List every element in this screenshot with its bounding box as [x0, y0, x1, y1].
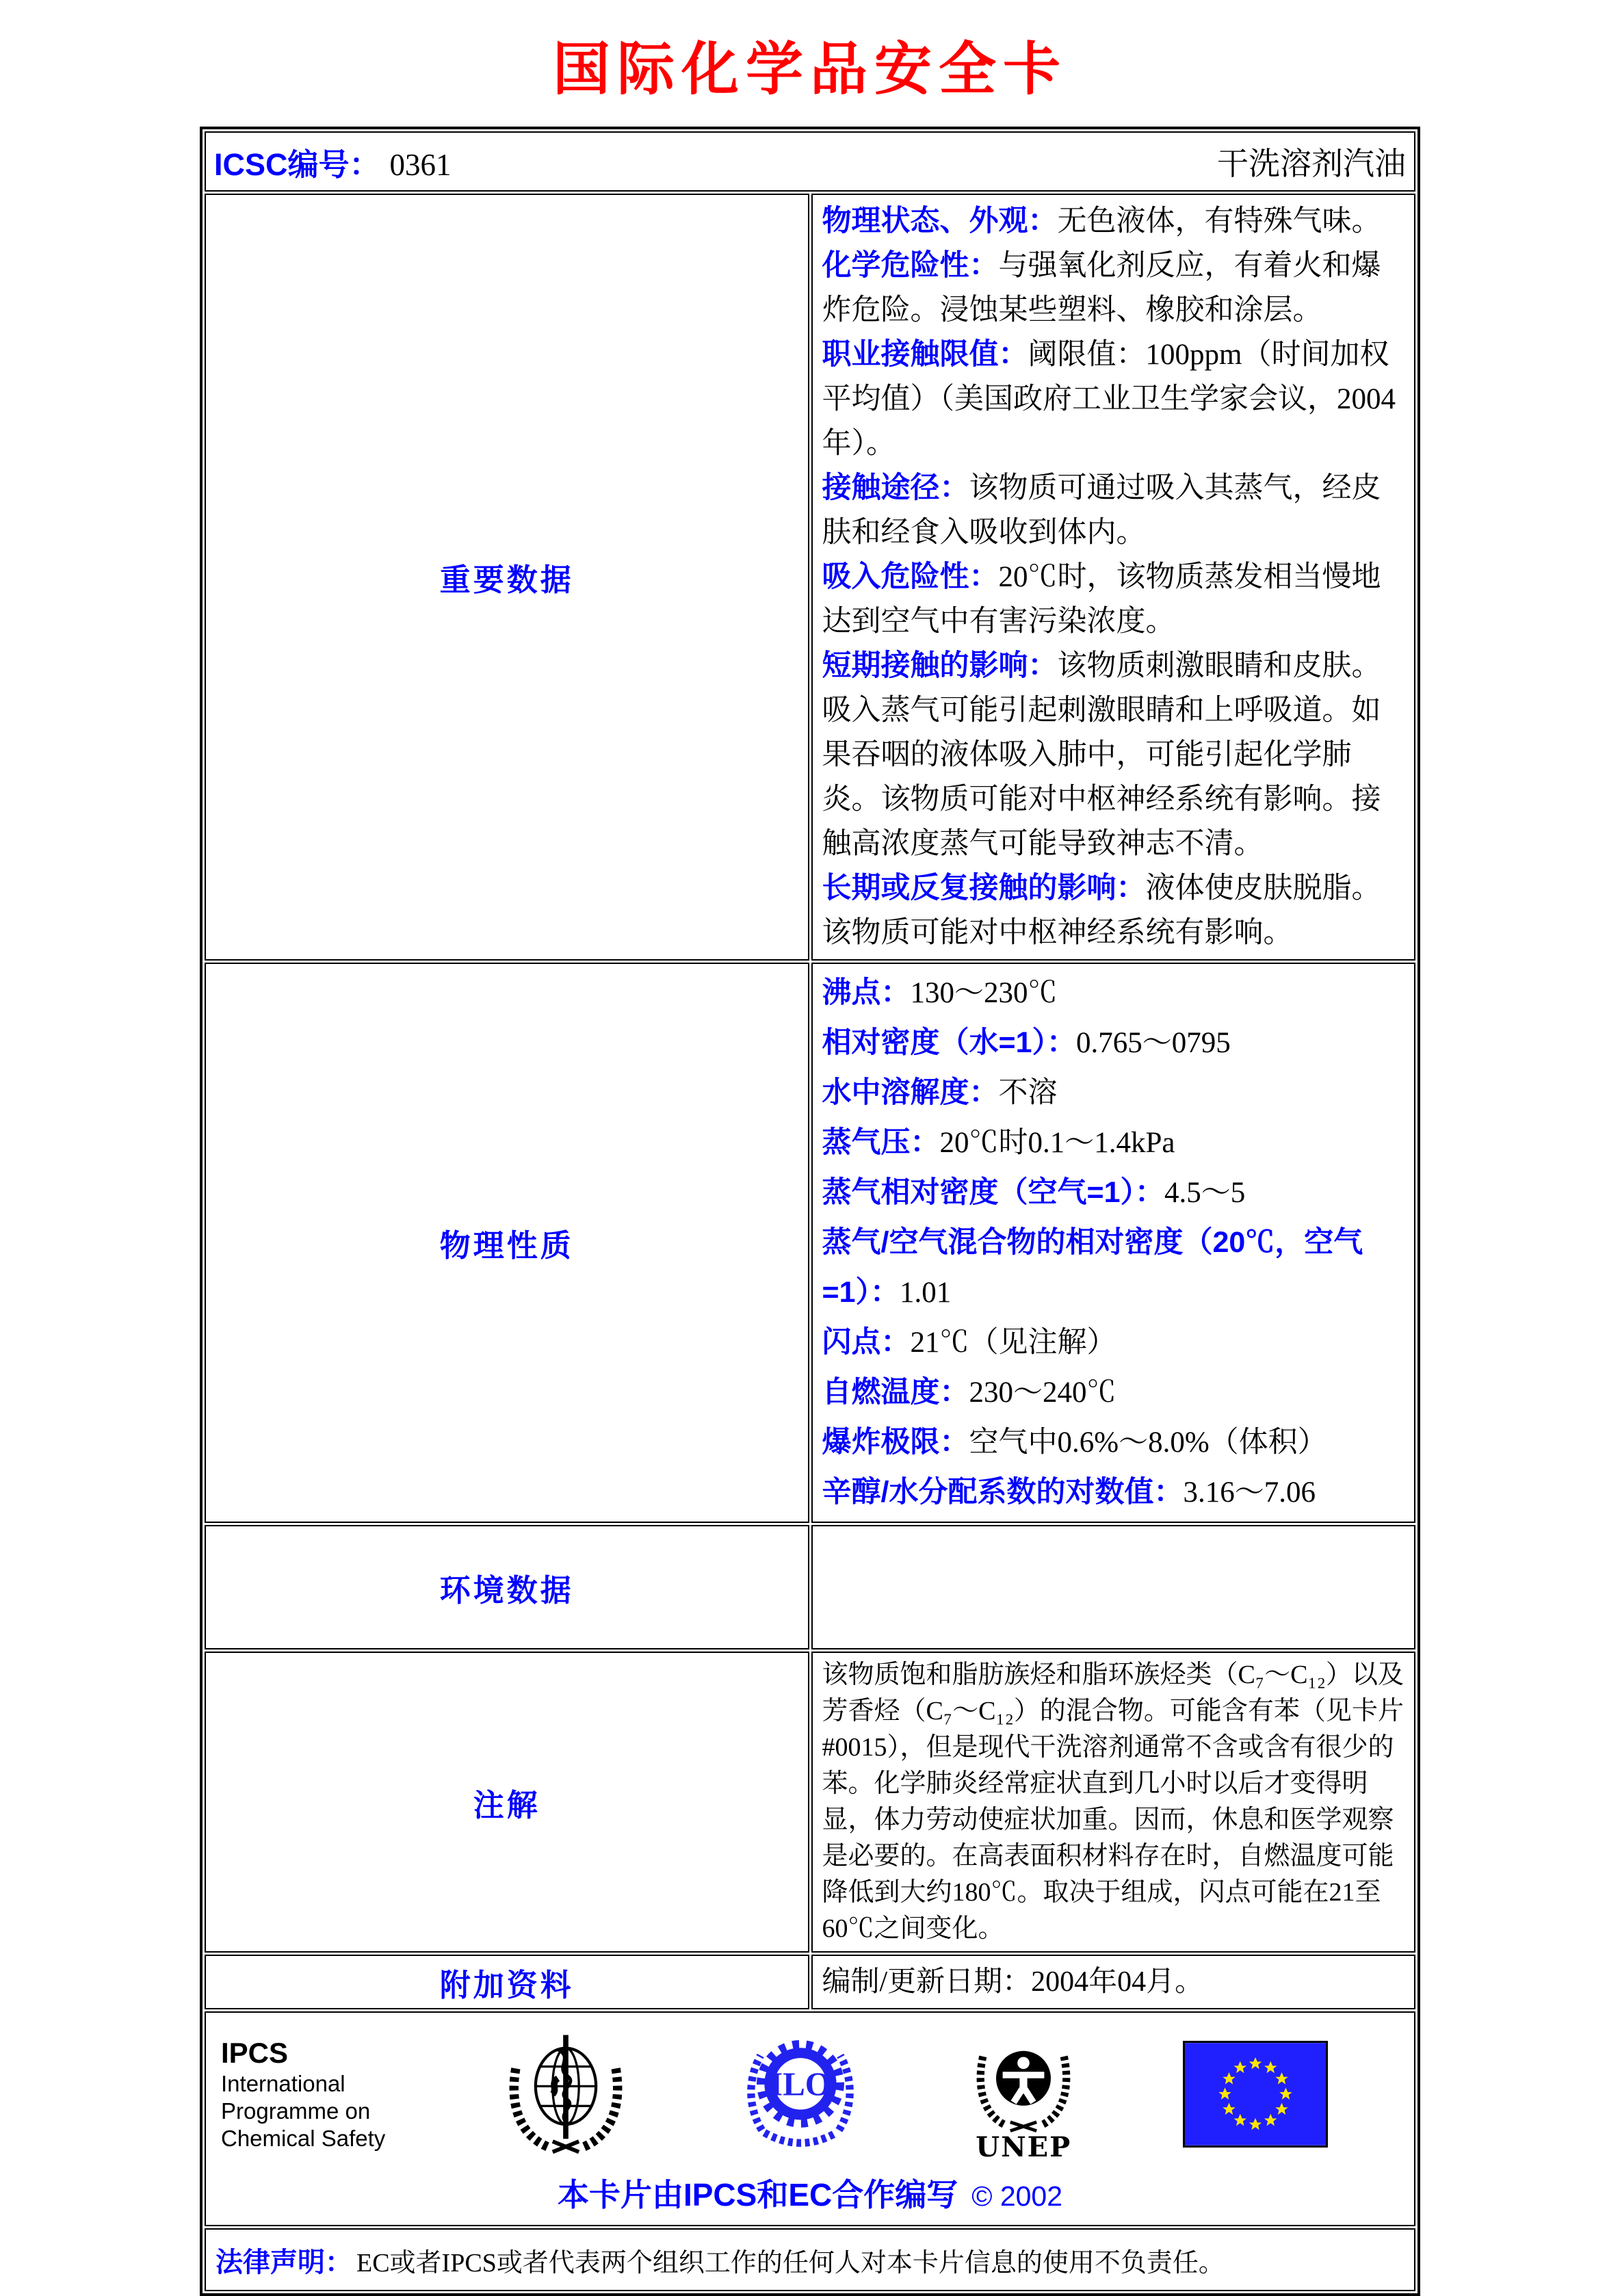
who-logo-icon — [500, 2026, 631, 2163]
field-relative-density: 相对密度（水=1）：0.765～0795 — [822, 1026, 1231, 1059]
field-vapor-density: 蒸气相对密度（空气=1）：4.5～5 — [822, 1176, 1246, 1209]
legal-label: 法律声明： — [215, 2247, 352, 2278]
physical-properties-content — [811, 963, 1416, 1523]
additional-info-content — [811, 1955, 1416, 2009]
row-notes — [205, 1652, 1415, 1953]
field-vapor-air-density: 蒸气/空气混合物的相对密度（20℃，空气=1）：1.01 — [822, 1226, 1363, 1309]
icsc-card-table — [200, 127, 1420, 2296]
credit-line — [217, 2170, 1403, 2215]
unep-caption: UNEP — [976, 2130, 1072, 2163]
field-exposure-routes: 接触途径：该物质可通过吸入其蒸气，经皮肤和经食入吸收到体内。 — [822, 471, 1381, 549]
row-legal-notice — [205, 2228, 1415, 2291]
logo-strip — [217, 2022, 1403, 2165]
field-physical-state: 物理状态、外观：无色液体，有特殊气味。 — [822, 205, 1381, 237]
ilo-letters: ILO — [769, 2065, 831, 2103]
icsc-number — [214, 140, 452, 184]
row-label-notes: 注解 — [205, 1652, 809, 1953]
notes-content — [811, 1652, 1416, 1953]
field-autoignition-temp: 自燃温度：230～240℃ — [822, 1376, 1116, 1409]
field-flash-point: 闪点：21℃（见注解） — [822, 1326, 1116, 1359]
update-date-text: 编制/更新日期：2004年04月。 — [822, 1966, 1204, 1998]
eu-flag-icon — [1183, 2041, 1328, 2148]
field-water-solubility: 水中溶解度：不溶 — [822, 1076, 1058, 1109]
icsc-document-page — [0, 23, 1620, 2278]
row-label-physical: 物理性质 — [205, 963, 809, 1523]
row-label-additional: 附加资料 — [205, 1955, 809, 2009]
field-inhalation-risk: 吸入危险性：20℃时，该物质蒸发相当慢地达到空气中有害污染浓度。 — [822, 560, 1381, 638]
legal-text: EC或者IPCS或者代表两个组织工作的任何人对本卡片信息的使用不负责任。 — [356, 2248, 1225, 2278]
row-additional-info — [205, 1955, 1415, 2009]
environmental-data-content — [811, 1525, 1416, 1649]
row-label-environment: 环境数据 — [205, 1525, 809, 1649]
ipcs-acronym: IPCS — [221, 2037, 289, 2069]
row-label-important: 重要数据 — [205, 194, 809, 961]
row-logos — [205, 2011, 1415, 2226]
ilo-logo-icon — [736, 2027, 865, 2162]
field-chemical-danger: 化学危险性：与强氧化剂反应，有着火和爆炸危险。浸蚀某些塑料、橡胶和涂层。 — [822, 249, 1381, 326]
icsc-number-value: 0361 — [389, 147, 452, 182]
important-data-content — [811, 194, 1416, 961]
copyright-text: © 2002 — [971, 2180, 1063, 2212]
unep-logo-icon — [969, 2026, 1078, 2163]
notes-text: 该物质饱和脂肪族烃和脂环族烃类（C₇～C₁₂）以及芳香烃（C₇～C₁₂）的混合物。可能含有苯（见卡片#0015），但是现代干洗溶剂通常不含或含有很少的苯。化学肺炎经常症状直到几小时以后才变得明显，体力劳动使症状加重。因而，休息和医学观察是必要的。在高表面积材料存在时，自燃温度可能降低到大约180℃。取决于组成，闪点可能在21至60℃之间变化。 — [822, 1660, 1404, 1943]
row-physical-properties — [205, 963, 1415, 1523]
row-environmental-data — [205, 1525, 1415, 1649]
field-long-term-effects: 长期或反复接触的影响：液体使皮肤脱脂。该物质可能对中枢神经系统有影响。 — [822, 872, 1381, 949]
field-explosive-limits: 爆炸极限：空气中0.6%～8.0%（体积） — [822, 1426, 1327, 1459]
row-important-data — [205, 194, 1415, 961]
credit-text: 本卡片由IPCS和EC合作编写 — [557, 2177, 958, 2213]
field-short-term-effects: 短期接触的影响：该物质刺激眼睛和皮肤。吸入蒸气可能引起刺激眼睛和上呼吸道。如果吞咽的液体吸入肺中，可能引起化学肺炎。该物质可能对中枢神经系统有影响。接触高浓度蒸气可能导致神志不清。 — [822, 649, 1381, 860]
substance-name: 干洗溶剂汽油 — [1217, 146, 1406, 181]
ipcs-text-block: IPCS International Programme on Chemical Safety — [221, 2036, 395, 2152]
header-row — [205, 131, 1415, 192]
field-vapor-pressure: 蒸气压：20℃时0.1～1.4kPa — [822, 1126, 1175, 1159]
field-boiling-point: 沸点：130～230℃ — [822, 976, 1058, 1009]
page-title: 国际化学品安全卡 — [552, 35, 1067, 103]
icsc-number-label: ICSC编号： — [214, 146, 380, 182]
field-octanol-water: 辛醇/水分配系数的对数值：3.16～7.06 — [822, 1476, 1316, 1509]
field-occupational-limit: 职业接触限值：阈限值：100ppm（时间加权平均值）（美国政府工业卫生学家会议，2004年）。 — [822, 338, 1396, 460]
